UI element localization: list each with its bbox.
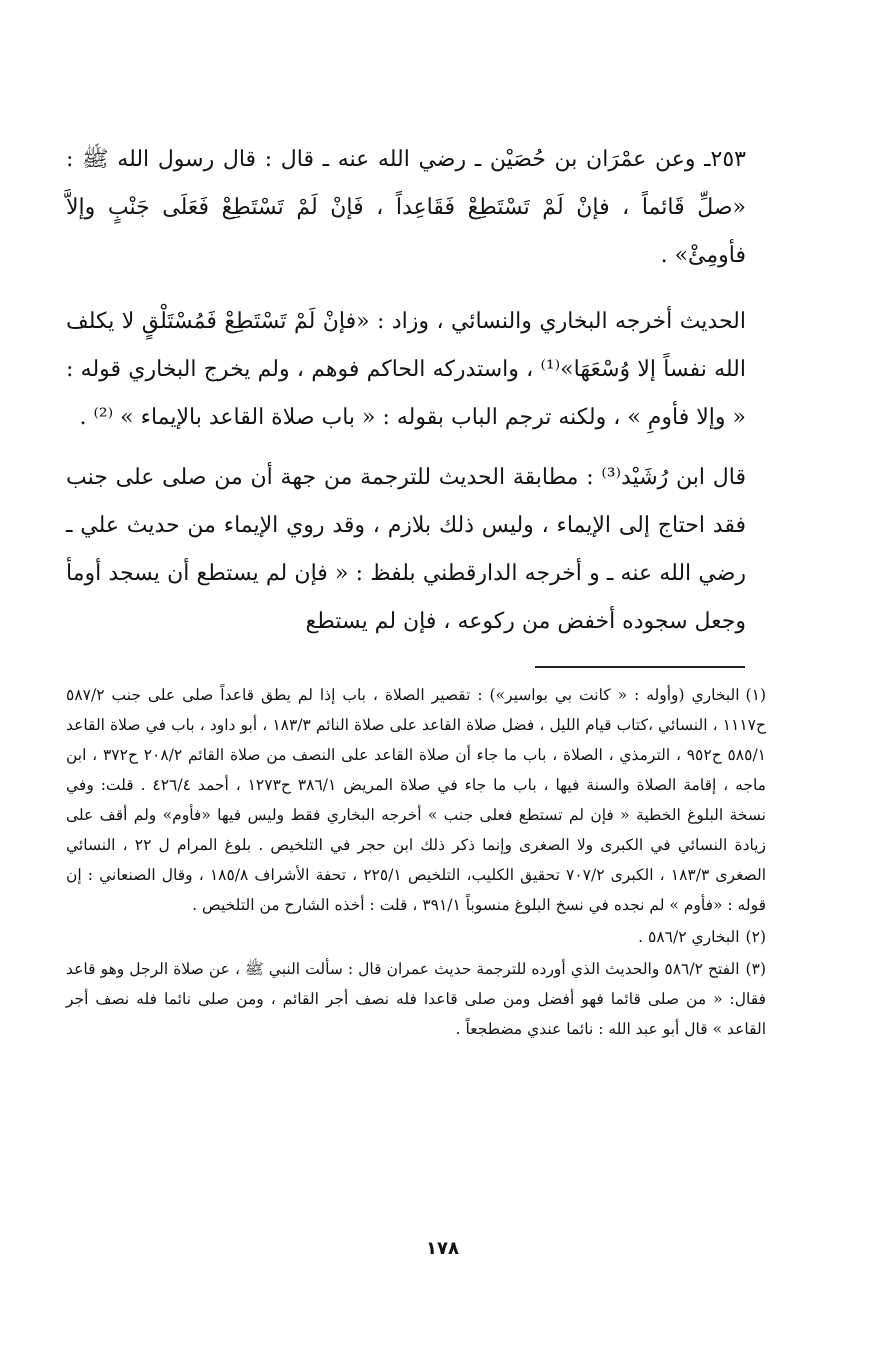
footnote-number: (١) (745, 686, 766, 704)
footnotes (66, 680, 766, 1046)
footnote (66, 680, 766, 920)
footnote-text: الفتح ٥٨٦/٢ والحديث الذي أورده للترجمة حديث عمران قال : سألت النبي ﷺ ، عن صلاة الرجل وهو قاعد فقال: « من صلى قائما فهو أفضل ومن صلى قاعدا فله نصف أجر القائم ، ومن صلى نائما فله نصف أجر القاعد » قال أبو عبد الله : نائما عندي مضطجعاً . (66, 960, 766, 1038)
footnote-number: (٣) (745, 960, 766, 978)
footnote-text: البخاري (وأوله : « كانت بي بواسير») : تقصير الصلاة ، باب إذا لم يطق قاعداً صلى على جنب ٥٨٧/٢ ح١١١٧ ، النسائي ،كتاب قيام الليل ، فضل صلاة القاعد على صلاة النائم ١٨٣/٣ ، أبو داود ، باب في صلاة القاعد ٥٨٥/١ ح٩٥٢ ، الترمذي ، الصلاة ، باب ما جاء أن صلاة القاعد على النصف من صلاة القائم ٢٠٨/٢ ح٣٧٢ ، ابن ماجه ، إقامة الصلاة والسنة فيها ، باب ما جاء في صلاة المريض ٣٨٦/١ ح١٢٧٣ ، أحمد ٤٢٦/٤ . قلت: وفي نسخة البلوغ الخطية « فإن لم تستطع فعلى جنب » أخرجه البخاري فقط وليس فيها «فأوم» ولم أقف على زيادة النسائي في الكبرى ولا الصغرى وإنما ذكر ذلك ابن حجر في التلخيص . بلوغ المرام ل ٢٢ ، النسائي الصغرى ١٨٣/٣ ، الكبرى ٧٠٧/٢ تحقيق الكليب، التلخيص ٢٢٥/١ ، تحفة الأشراف ١٨٥/٨ ، وقال الصنعاني : إن قوله : «فأوم » لم نجده في نسخ البلوغ منسوباً ٣٩١/١ ، قلت : أخذه الشارح من التلخيص . (66, 686, 767, 914)
commentary-paragraph: قال ابن رُشَيْد⁽³⁾ : مطابقة الحديث للترجمة من جهة أن من صلى على جنب فقد احتاج إلى الإيماء ، وليس ذلك بلازم ، وقد روي الإيماء من حديث علي ـ رضي الله عنه ـ و أخرجه الدارقطني بلفظ : « فإن لم يستطع أن يسجد أومأ وجعل سجوده أخفض من ركوعه ، فإن لم يستطع (66, 465, 746, 634)
commentary-paragraph: الحديث أخرجه البخاري والنسائي ، وزاد : «فإنْ لَمْ تَسْتَطِعْ فَمُسْتَلْقٍ لا يكلف الله نفساً إلا وُسْعَهَا»⁽¹⁾ ، واستدركه الحاكم فوهم ، ولم يخرج البخاري قوله : « وإلا فأومِ » ، ولكنه ترجم الباب بقوله : « باب صلاة القاعد بالإيماء » ⁽²⁾ . (66, 309, 747, 430)
main-text (66, 136, 746, 658)
hadith-paragraph: ٢٥٣ـ وعن عمْرَان بن حُصَيْن ـ رضي الله عنه ـ قال : قال رسول الله ﷺ : «صلِّ قَائماً ، فإنْ لَمْ تَسْتَطِعْ فَقَاعِداً ، فَإنْ لَمْ تَسْتَطِعْ فَعَلَى جَنْبٍ وإلاَّ فأومِئْ» . (66, 147, 746, 268)
footnote (66, 922, 766, 952)
footnote-text: البخاري ٥٨٦/٢ . (638, 928, 740, 946)
footnote (66, 954, 766, 1044)
page-number: ١٧٨ (426, 1238, 459, 1259)
footnote-number: (٢) (745, 928, 766, 946)
footnote-separator (535, 666, 745, 668)
